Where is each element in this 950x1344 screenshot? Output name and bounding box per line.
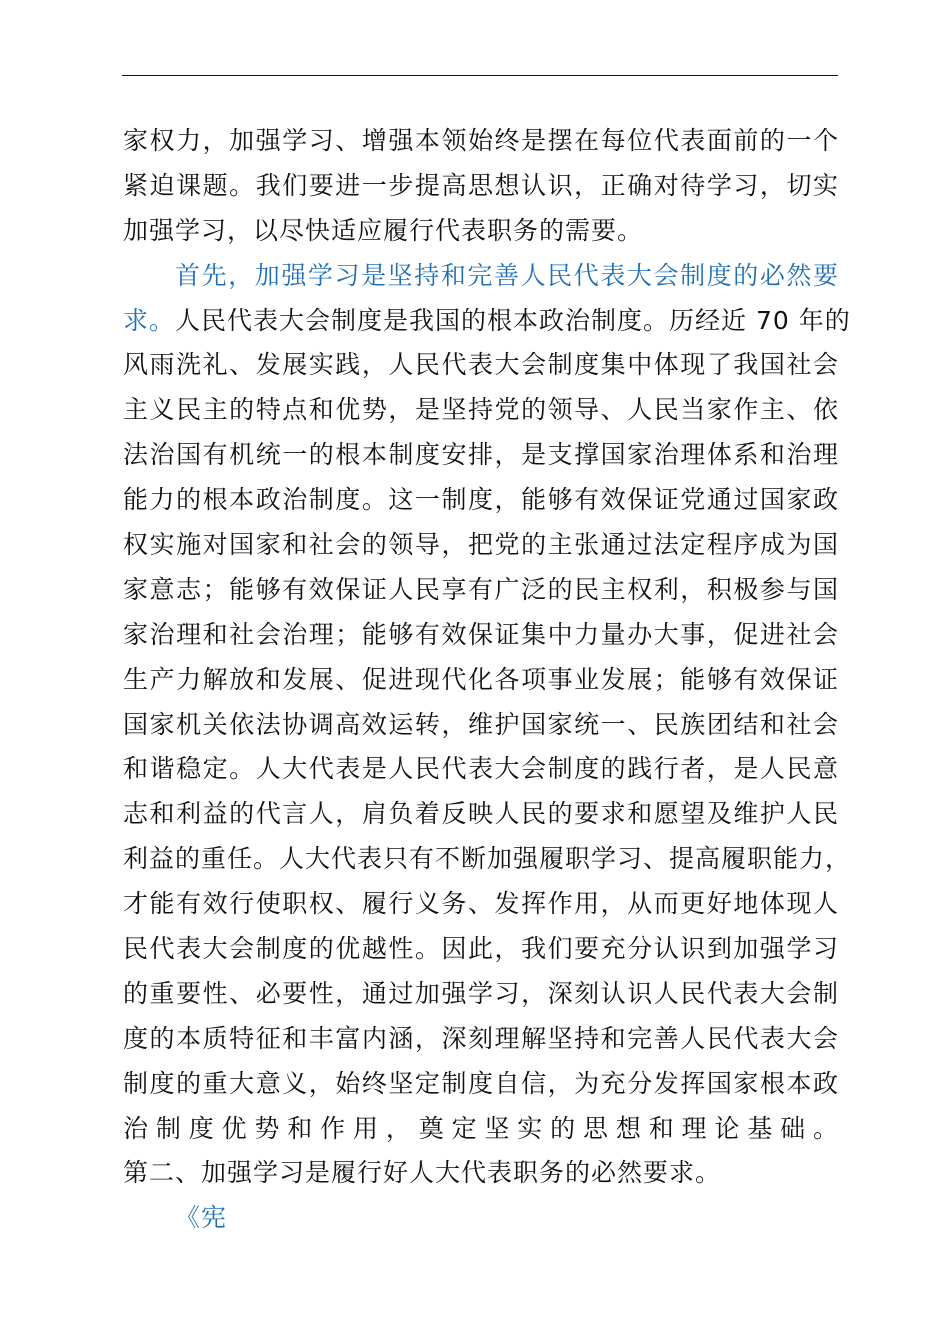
- text-line: 生产力解放和发展、促进现代化各项事业发展；能够有效保证: [123, 664, 839, 694]
- text-line: [123, 299, 851, 344]
- text-line: 法治国有机统一的根本制度安排，是支撑国家治理体系和治理: [123, 440, 839, 470]
- text-line: 主义民主的特点和优势，是坚持党的领导、人民当家作主、依: [123, 395, 839, 425]
- text-line: 利益的重任。人大代表只有不断加强履职学习、提高履职能力，: [123, 844, 852, 874]
- text-line: 紧迫课题。我们要进一步提高思想认识，正确对待学习，切实: [123, 170, 839, 200]
- text-line: 风雨洗礼、发展实践，人民代表大会制度集中体现了我国社会: [123, 350, 839, 380]
- section-heading-line: 首先，加强学习是坚持和完善人民代表大会制度的必然要: [175, 260, 839, 290]
- body-text: [123, 119, 852, 1241]
- text-line: 加强学习，以尽快适应履行代表职务的需要。: [123, 215, 644, 245]
- text-line: 制度的重大意义，始终坚定制度自信，为充分发挥国家根本政: [123, 1068, 839, 1098]
- paragraph-start: 人民代表大会制度是我国的根本政治制度。历经近 70 年的: [175, 305, 851, 335]
- text-line: 民代表大会制度的优越性。因此，我们要充分认识到加强学习: [123, 934, 839, 964]
- section-heading-2: 《宪: [175, 1203, 228, 1233]
- text-line: 家意志；能够有效保证人民享有广泛的民主权利，积极参与国: [123, 574, 839, 604]
- text-line: 和谐稳定。人大代表是人民代表大会制度的践行者，是人民意: [123, 754, 839, 784]
- text-line: 治制度优势和作用，奠定坚实的思想和理论基础。: [123, 1113, 839, 1143]
- text-line: 才能有效行使职权、履行义务、发挥作用，从而更好地体现人: [123, 889, 839, 919]
- text-line: 家权力，加强学习、增强本领始终是摆在每位代表面前的一个: [123, 126, 839, 155]
- text-line: 度的本质特征和丰富内涵，深刻理解坚持和完善人民代表大会: [123, 1023, 839, 1053]
- text-line: 能力的根本政治制度。这一制度，能够有效保证党通过国家政: [123, 485, 839, 515]
- text-line: 家治理和社会治理；能够有效保证集中力量办大事，促进社会: [123, 619, 839, 649]
- header-rule: [122, 75, 838, 76]
- text-line: 权实施对国家和社会的领导，把党的主张通过法定程序成为国: [123, 530, 839, 560]
- text-line: 志和利益的代言人，肩负着反映人民的要求和愿望及维护人民: [123, 799, 839, 829]
- text-line: 国家机关依法协调高效运转，维护国家统一、民族团结和社会: [123, 709, 839, 739]
- text-line: [123, 1196, 839, 1241]
- section-heading-end: 求。: [123, 305, 176, 335]
- text-line: 第二、加强学习是履行好人大代表职务的必然要求。: [123, 1158, 722, 1188]
- text-line: 的重要性、必要性，通过加强学习，深刻认识人民代表大会制: [123, 978, 839, 1008]
